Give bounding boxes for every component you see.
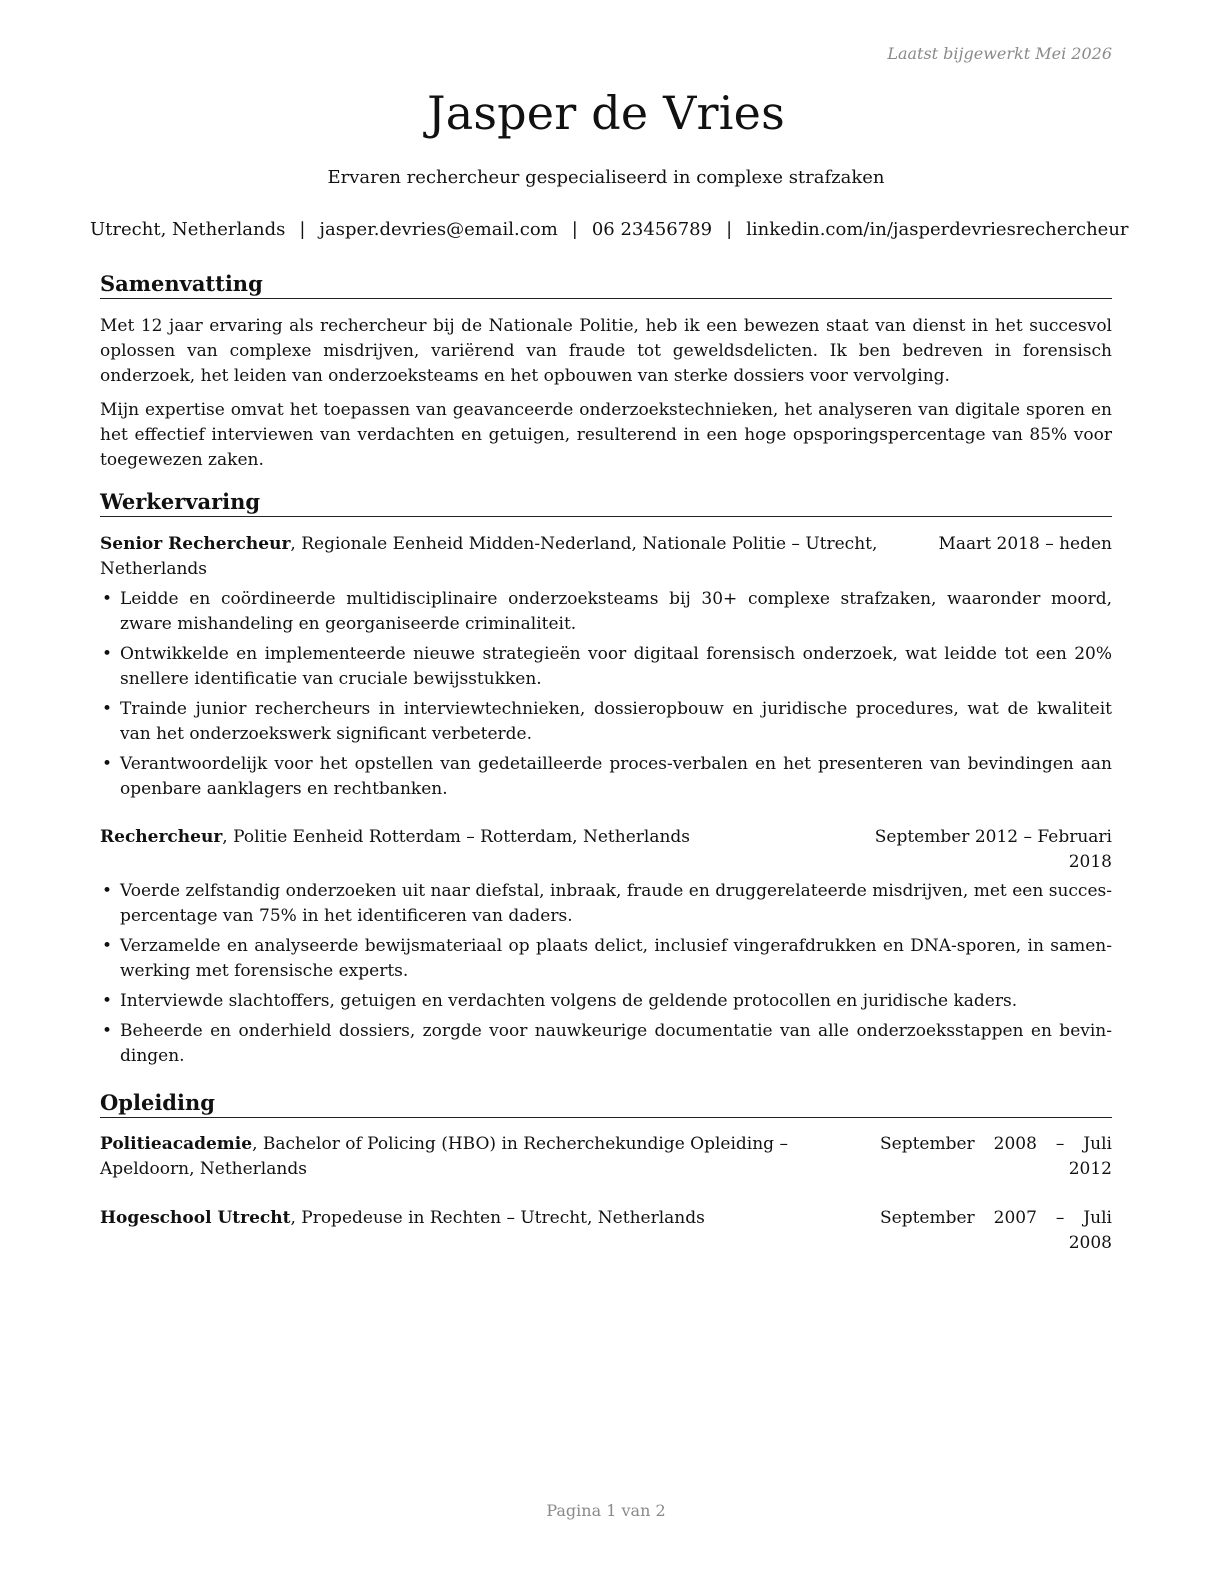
job-bullet: • Verantwoordelijk voor het opstellen van gedetailleerde proces-verbalen en het presenteren van bevindingen aan openbare aanklagers en rechtbanken. (100, 752, 1112, 802)
candidate-name: Jasper de Vries (427, 86, 785, 140)
contact-separator: | (571, 219, 578, 240)
education-details: , Propedeuse in Rechten – Utrecht, Netherlands (290, 1208, 705, 1228)
job-bullet: • Ontwikkelde en implementeerde nieuwe strategieën voor digitaal forensisch onderzoek, wat leidde tot een 20% snellere identificatie van cruciale bewijsstukken. (100, 642, 1112, 692)
job-header (100, 532, 1112, 582)
section-title-experience: Werkervaring (100, 489, 1112, 517)
education-institution: Hogeschool Utrecht (100, 1208, 291, 1228)
job-role: Rechercheur (100, 827, 223, 847)
job-bullet: • Leidde en coördineerde multidisciplinaire onderzoeksteams bij 30+ complexe strafzaken, waaronder moord, zware mishandeling en georganiseerde criminaliteit. (100, 587, 1112, 637)
resume-page (90, 0, 1129, 1584)
job-details: , Politie Eenheid Rotterdam – Rotterdam, Netherlands (222, 827, 691, 847)
contact-line (90, 219, 1129, 240)
job-bullet-list (100, 879, 1112, 1074)
contact-separator: | (299, 219, 306, 240)
job-role: Senior Rechercheur (100, 534, 291, 554)
contact-linkedin[interactable]: linkedin.com/in/jasperdevriesrechercheur (746, 219, 1129, 240)
job-bullet: • Interviewde slachtoffers, getuigen en verdachten volgens de geldende protocollen en juridische kaders. (100, 989, 1112, 1014)
contact-separator: | (726, 219, 733, 240)
contact-phone[interactable]: 06 23456789 (591, 219, 713, 240)
job-details: , Regionale Eenheid Midden-Nederland, Nationale Politie – Utrecht, Netherlands (100, 534, 878, 579)
job-bullet: • Beheerde en onderhield dossiers, zorgde voor nauwkeurige documentatie van alle onderzoeksstappen en bevindingen. (100, 1019, 1112, 1069)
job-bullet: • Verzamelde en analyseerde bewijsmateriaal op plaats delict, inclusief vingerafdrukken en DNA-sporen, in samenwerking met forensische experts. (100, 934, 1112, 984)
contact-email[interactable]: jasper.devries@email.com (319, 219, 558, 240)
section-title-summary: Samenvatting (100, 271, 1112, 299)
summary-paragraph-1: Met 12 jaar ervaring als rechercheur bij de Nationale Politie, heb ik een bewezen staat van dienst in het succesvol oplossen van complexe misdrijven, variërend van fraude tot geweldsdelicten. Ik ben bedreven in forensisch onderzoek, het leiden van onderzoeksteams en het opbouwen van sterke dossiers voor vervolging. (100, 316, 1112, 386)
education-header (100, 1132, 1112, 1182)
education-institution: Politieacademie (100, 1134, 253, 1154)
contact-location: Utrecht, Netherlands (90, 219, 286, 240)
page-number: Pagina 1 van 2 (546, 1501, 666, 1520)
summary-paragraph-2: Mijn expertise omvat het toepassen van geavanceerde onderzoekstechnieken, het analyseren van digitale sporen en het effectief interviewen van verdachten en getuigen, resulterend in een hoge opsporingspercentage van 85% voor toegewezen zaken. (100, 400, 1112, 470)
job-bullet: • Voerde zelfstandig onderzoeken uit naar diefstal, inbraak, fraude en druggerelateerde misdrijven, met een succespercentage van 75% in het identificeren van daders. (100, 879, 1112, 929)
job-bullet-list (100, 587, 1112, 807)
education-dates: September 2007 – Juli 2008 (880, 1208, 1112, 1253)
job-dates: Maart 2018 – heden (938, 534, 1112, 554)
job-dates: September 2012 – Februari 2018 (874, 827, 1112, 872)
job-bullet: • Trainde junior rechercheurs in interviewtechnieken, dossieropbouw en juridische procedures, wat de kwaliteit van het onderzoekswerk significant verbeterde. (100, 697, 1112, 747)
job-header (100, 825, 1112, 872)
education-details: , Bachelor of Policing (HBO) in Recherchekundige Opleiding – Apeldoorn, Netherlands (100, 1134, 788, 1179)
education-header (100, 1206, 1112, 1253)
education-dates: September 2008 – Juli 2012 (880, 1134, 1112, 1179)
candidate-tagline: Ervaren rechercheur gespecialiseerd in complexe strafzaken (327, 167, 885, 188)
last-updated-note: Laatst bijgewerkt Mei 2026 (887, 44, 1112, 63)
section-title-education: Opleiding (100, 1090, 1112, 1118)
